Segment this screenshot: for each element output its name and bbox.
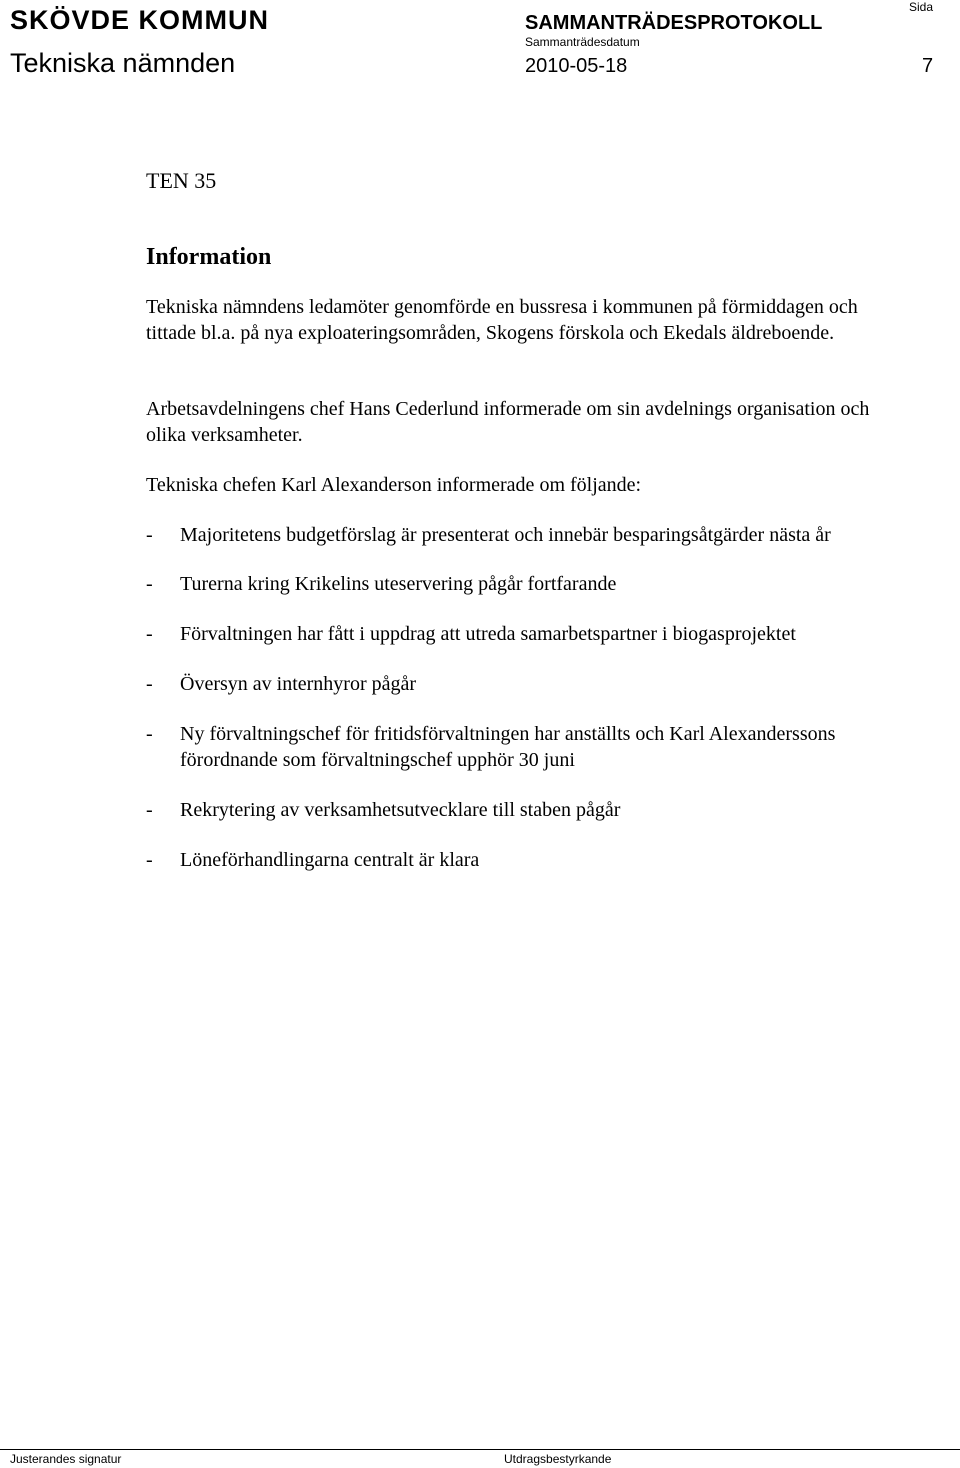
page-number: 7 xyxy=(922,55,934,77)
list-item-text: Majoritetens budgetförslag är presenterat och innebär besparingsåtgärder nästa år xyxy=(180,524,831,546)
paragraph-work-division: Arbetsavdelningens chef Hans Cederlund informerade om sin avdelnings organisation och olika verksamheter. xyxy=(146,398,870,446)
list-item-text: Översyn av internhyror pågår xyxy=(180,673,417,695)
bullet-dash: - xyxy=(146,799,153,821)
bullet-dash: - xyxy=(146,849,153,871)
bullet-dash: - xyxy=(146,623,153,645)
meeting-date: 2010-05-18 xyxy=(525,55,628,77)
list-item-text: Löneförhandlingarna centralt är klara xyxy=(180,849,480,871)
paragraph-technical-chief: Tekniska chefen Karl Alexanderson informerade om följande: xyxy=(146,474,642,496)
list-item-text: Turerna kring Krikelins uteservering pågår fortfarande xyxy=(180,573,617,595)
bullet-dash: - xyxy=(146,524,153,546)
section-heading: Information xyxy=(146,244,272,270)
page-label: Sida xyxy=(909,0,934,14)
list-item xyxy=(146,571,916,597)
bullet-dash: - xyxy=(146,723,153,745)
footer-divider xyxy=(0,1449,960,1450)
list-item xyxy=(146,621,916,647)
list-item xyxy=(146,797,916,823)
document-type: SAMMANTRÄDESPROTOKOLL xyxy=(525,12,823,34)
date-label: Sammanträdesdatum xyxy=(525,35,640,49)
section-number: TEN 35 xyxy=(146,168,217,193)
list-item-text: Förvaltningen har fått i uppdrag att utreda samarbetspartner i biogasprojektet xyxy=(180,623,796,645)
extract-certification-label: Utdragsbestyrkande xyxy=(504,1452,612,1466)
signature-label: Justerandes signatur xyxy=(10,1452,122,1466)
list-item xyxy=(146,721,916,773)
list-item xyxy=(146,671,916,697)
list-item-text: Rekrytering av verksamhetsutvecklare till staben pågår xyxy=(180,799,621,821)
list-item xyxy=(146,522,916,548)
organization-logo: SKÖVDE KOMMUN xyxy=(10,5,270,35)
information-list xyxy=(146,522,916,873)
committee-name: Tekniska nämnden xyxy=(10,48,236,78)
paragraph-bus-trip: Tekniska nämndens ledamöter genomförde en bussresa i kommunen på förmiddagen och tittade bl.a. på nya exploateringsområden, Skogens förskola och Ekedals äldreboende. xyxy=(146,296,858,344)
bullet-dash: - xyxy=(146,673,153,695)
bullet-dash: - xyxy=(146,573,153,595)
list-item xyxy=(146,847,916,873)
list-item-text: Ny förvaltningschef för fritidsförvaltningen har anställts och Karl Alexanderssons förordnande som förvaltningschef upphör 30 juni xyxy=(180,723,836,771)
